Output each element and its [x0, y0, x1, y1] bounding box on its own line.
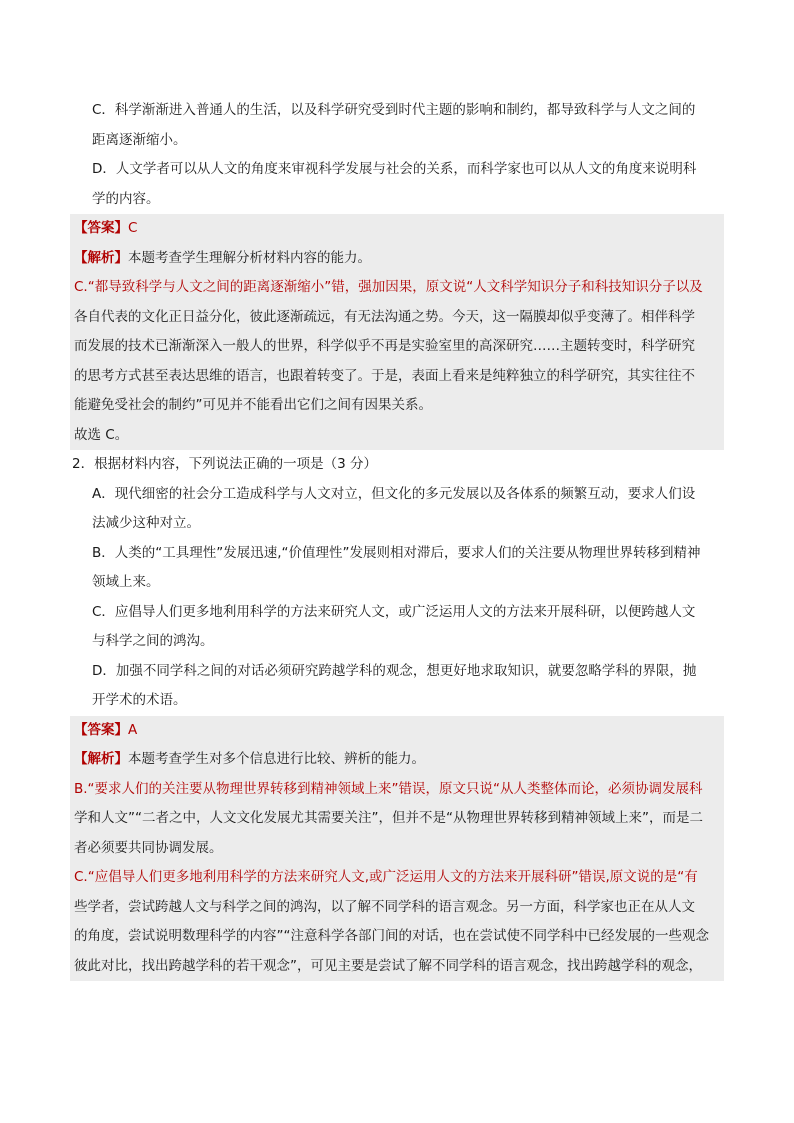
analysis-text-line: 的角度，尝试说明数理科学的内容”“注意科学各部门间的对话，也在尝试使不同学科中已经发展的一些观念 [74, 928, 709, 944]
analysis-text-line: 能避免受社会的制约”可见并不能看出它们之间有因果关系。 [74, 397, 432, 413]
analysis-line [74, 244, 720, 274]
option-text-line: 距离逐渐缩小。 [92, 131, 187, 148]
q2-option-a [70, 480, 724, 539]
analysis-text-line: 彼此对比，找出跨越学科的若干观念”，可见主要是尝试了解不同学科的语言观念，找出跨越学科的观念， [74, 957, 702, 974]
option-text-line: D．加强不同学科之间的对话必须研究跨越学科的观念，想更好地求取知识，就要忽略学科的界限，抛 [92, 662, 697, 679]
option-text-line: A．现代细密的社会分工造成科学与人文对立，但文化的多元发展以及各体系的频繁互动，要求人们设 [92, 485, 696, 502]
option-text-line: B．人类的“工具理性”发展迅速,“价值理性”发展则相对滞后，要求人们的关注要从物理世界转移到精神 [92, 544, 701, 561]
answer-value: A [128, 721, 138, 738]
option-text-line: 与科学之间的鸿沟。 [92, 633, 214, 649]
analysis-text-line: 各自代表的文化正日益分化，彼此逐渐疏远，有无法沟通之势。今天，这一隔膜却似乎变薄了。相伴科学 [74, 308, 695, 325]
analysis-text-line: 的思考方式甚至表达思维的语言，也跟着转变了。于是，表面上看来是纯粹独立的科学研究，其实往往不 [74, 367, 695, 384]
answer-value: C [128, 220, 138, 236]
analysis-label: 【解析】 [74, 249, 128, 266]
answer-line [74, 716, 720, 746]
option-text-line: D．人文学者可以从人文的角度来审视科学发展与社会的关系，而科学家也可以从人文的角度来说明科 [92, 161, 697, 177]
option-text-line: 学的内容。 [92, 190, 160, 207]
q1-answer-block [70, 214, 724, 450]
answer-line [74, 214, 720, 244]
q1-option-c [70, 96, 724, 155]
analysis-intro: 本题考查学生对多个信息进行比较、辨析的能力。 [128, 751, 425, 767]
analysis-text-line: B.“要求人们的关注要从物理世界转移到精神领域上来”错误，原文只说“从人类整体而论，必须协调发展科 [74, 780, 703, 797]
analysis-text-line: 而发展的技术已渐渐深入一般人的世界，科学似乎不再是实验室里的高深研究……主题转变时，科学研究 [74, 338, 695, 354]
conclusion-line: 故选 C。 [74, 426, 129, 443]
q2-stem: 2．根据材料内容，下列说法正确的一项是（3 分） [72, 456, 377, 472]
answer-label: 【答案】 [74, 721, 128, 738]
document-page [70, 96, 724, 981]
option-text-line: 开学术的术语。 [92, 692, 187, 708]
q2-option-b [70, 539, 724, 598]
option-text-line: C．科学渐渐进入普通人的生活，以及科学研究受到时代主题的影响和制约，都导致科学与人文之间的 [92, 102, 696, 118]
analysis-text-line: 学和人文”“二者之中，人文文化发展尤其需要关注”，但并不是“从物理世界转移到精神领域上来”，而是二 [74, 810, 703, 826]
analysis-label: 【解析】 [74, 751, 128, 767]
analysis-intro: 本题考查学生理解分析材料内容的能力。 [128, 249, 371, 266]
q2-option-c [70, 598, 724, 657]
analysis-text-line: C.“都导致科学与人文之间的距离逐渐缩小”错，强加因果，原文说“人文科学知识分子和科技知识分子以及 [74, 279, 703, 295]
q1-option-d [70, 155, 724, 214]
analysis-line [74, 745, 720, 775]
q2-answer-block [70, 716, 724, 982]
option-text-line: C．应倡导人们更多地利用科学的方法来研究人文，或广泛运用人文的方法来开展科研，以便跨越人文 [92, 603, 696, 620]
answer-label: 【答案】 [74, 220, 128, 236]
analysis-text-line: 些学者，尝试跨越人文与科学之间的鸿沟，以了解不同学科的语言观念。另一方面，科学家也正在从人文 [74, 898, 695, 915]
analysis-text-line: C.“应倡导人们更多地利用科学的方法来研究人文,或广泛运用人文的方法来开展科研”错误,原文说的是“有 [74, 869, 698, 885]
option-text-line: 法减少这种对立。 [92, 515, 200, 531]
q2-option-d [70, 657, 724, 716]
option-text-line: 领域上来。 [92, 574, 160, 590]
analysis-text-line: 者必须要共同协调发展。 [74, 839, 223, 856]
